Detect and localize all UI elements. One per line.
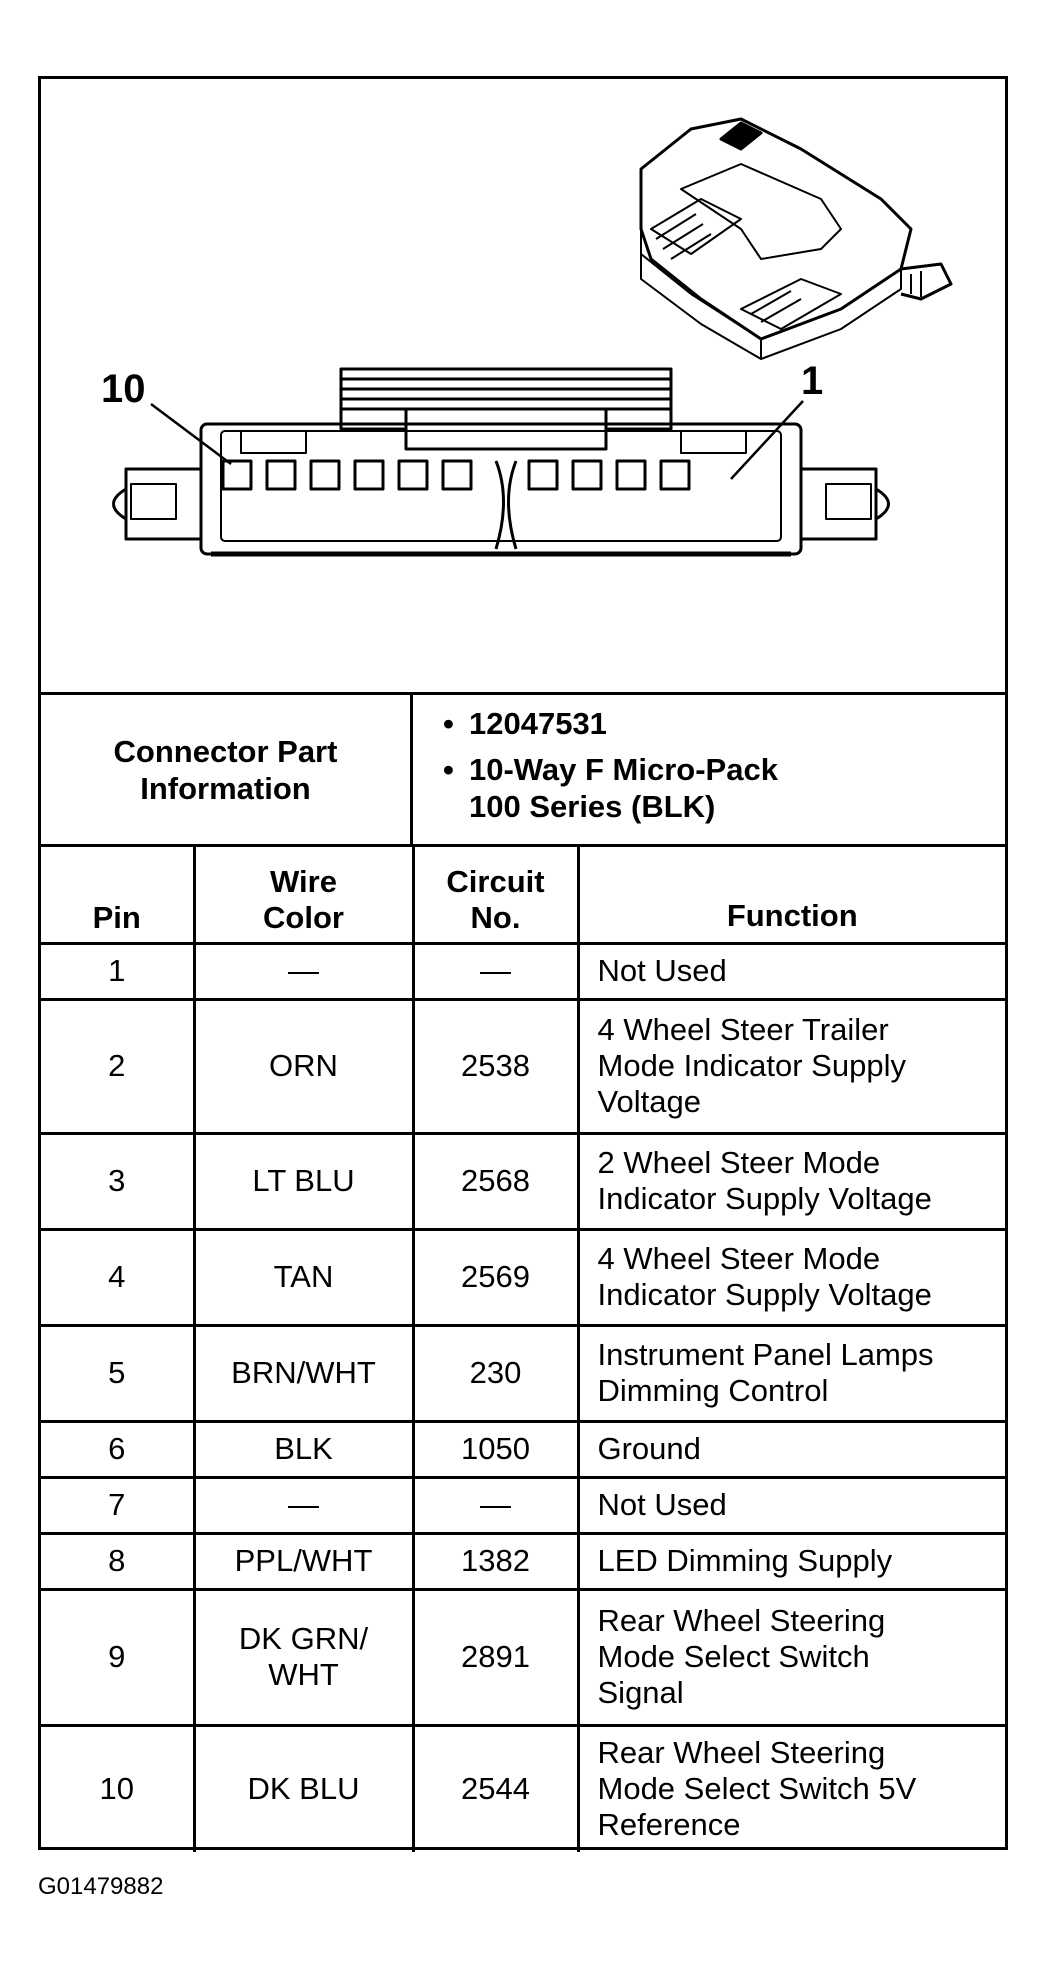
table-row	[41, 1325, 1005, 1421]
connector-description: 10-Way F Micro-Pack 100 Series (BLK)	[469, 752, 778, 824]
circuit-cell: —	[413, 1477, 578, 1533]
function-cell: 4 Wheel Steer Mode Indicator Supply Voltage	[578, 1229, 1005, 1325]
connector-description-item	[443, 751, 1005, 825]
table-row	[41, 1589, 1005, 1725]
part-info-values	[413, 695, 1005, 844]
header-function: Function	[578, 847, 1005, 943]
wire-color-cell: DK GRN/ WHT	[194, 1589, 413, 1725]
connector-part-information	[41, 695, 1005, 847]
bullet-icon: •	[443, 752, 454, 787]
wire-color-cell: —	[194, 943, 413, 999]
pin-cell: 3	[41, 1133, 194, 1229]
part-info-label	[41, 695, 413, 844]
connector-diagram	[41, 79, 1005, 695]
circuit-cell: 1382	[413, 1533, 578, 1589]
wire-color-cell: DK BLU	[194, 1725, 413, 1852]
function-cell: Ground	[578, 1421, 1005, 1477]
wire-color-cell: BLK	[194, 1421, 413, 1477]
header-pin: Pin	[41, 847, 194, 943]
table-header-row	[41, 847, 1005, 943]
wire-color-cell: BRN/WHT	[194, 1325, 413, 1421]
table-row	[41, 999, 1005, 1133]
pin-1-callout: 1	[801, 359, 824, 403]
circuit-cell: 2568	[413, 1133, 578, 1229]
connector-face-drawing	[41, 79, 1005, 692]
table-row	[41, 1421, 1005, 1477]
table-row	[41, 1533, 1005, 1589]
pin-cell: 8	[41, 1533, 194, 1589]
function-cell: Rear Wheel Steering Mode Select Switch 5V Reference	[578, 1725, 1005, 1852]
circuit-cell: 2544	[413, 1725, 578, 1852]
header-circuit-no: Circuit No.	[413, 847, 578, 943]
header-wire-color: Wire Color	[194, 847, 413, 943]
circuit-cell: 2538	[413, 999, 578, 1133]
circuit-cell: —	[413, 943, 578, 999]
part-info-label-text: Connector Part Information	[113, 733, 338, 806]
pin-cell: 1	[41, 943, 194, 999]
figure-id: G01479882	[38, 1873, 164, 1900]
pin-cell: 7	[41, 1477, 194, 1533]
wire-color-cell: PPL/WHT	[194, 1533, 413, 1589]
pin-cell: 2	[41, 999, 194, 1133]
function-cell: LED Dimming Supply	[578, 1533, 1005, 1589]
function-cell: Not Used	[578, 943, 1005, 999]
pin-cell: 9	[41, 1589, 194, 1725]
pin-cell: 4	[41, 1229, 194, 1325]
circuit-cell: 1050	[413, 1421, 578, 1477]
part-number-item	[443, 705, 1005, 742]
pin-table	[41, 847, 1005, 1852]
table-row	[41, 1133, 1005, 1229]
part-number: 12047531	[469, 706, 607, 741]
connector-isometric-icon	[641, 119, 951, 359]
connector-front-face	[114, 369, 889, 554]
pin-10-callout: 10	[101, 367, 146, 411]
circuit-cell: 230	[413, 1325, 578, 1421]
wire-color-cell: —	[194, 1477, 413, 1533]
table-row	[41, 1477, 1005, 1533]
wire-color-cell: LT BLU	[194, 1133, 413, 1229]
circuit-cell: 2891	[413, 1589, 578, 1725]
pin-cell: 10	[41, 1725, 194, 1852]
table-row	[41, 1229, 1005, 1325]
pin-cell: 6	[41, 1421, 194, 1477]
connector-pinout-panel	[38, 76, 1008, 1850]
function-cell: 2 Wheel Steer Mode Indicator Supply Voltage	[578, 1133, 1005, 1229]
bullet-icon: •	[443, 706, 454, 741]
wire-color-cell: ORN	[194, 999, 413, 1133]
pin-cell: 5	[41, 1325, 194, 1421]
wire-color-cell: TAN	[194, 1229, 413, 1325]
function-cell: Instrument Panel Lamps Dimming Control	[578, 1325, 1005, 1421]
function-cell: 4 Wheel Steer Trailer Mode Indicator Supply Voltage	[578, 999, 1005, 1133]
table-row	[41, 943, 1005, 999]
function-cell: Rear Wheel Steering Mode Select Switch Signal	[578, 1589, 1005, 1725]
table-row	[41, 1725, 1005, 1852]
circuit-cell: 2569	[413, 1229, 578, 1325]
function-cell: Not Used	[578, 1477, 1005, 1533]
